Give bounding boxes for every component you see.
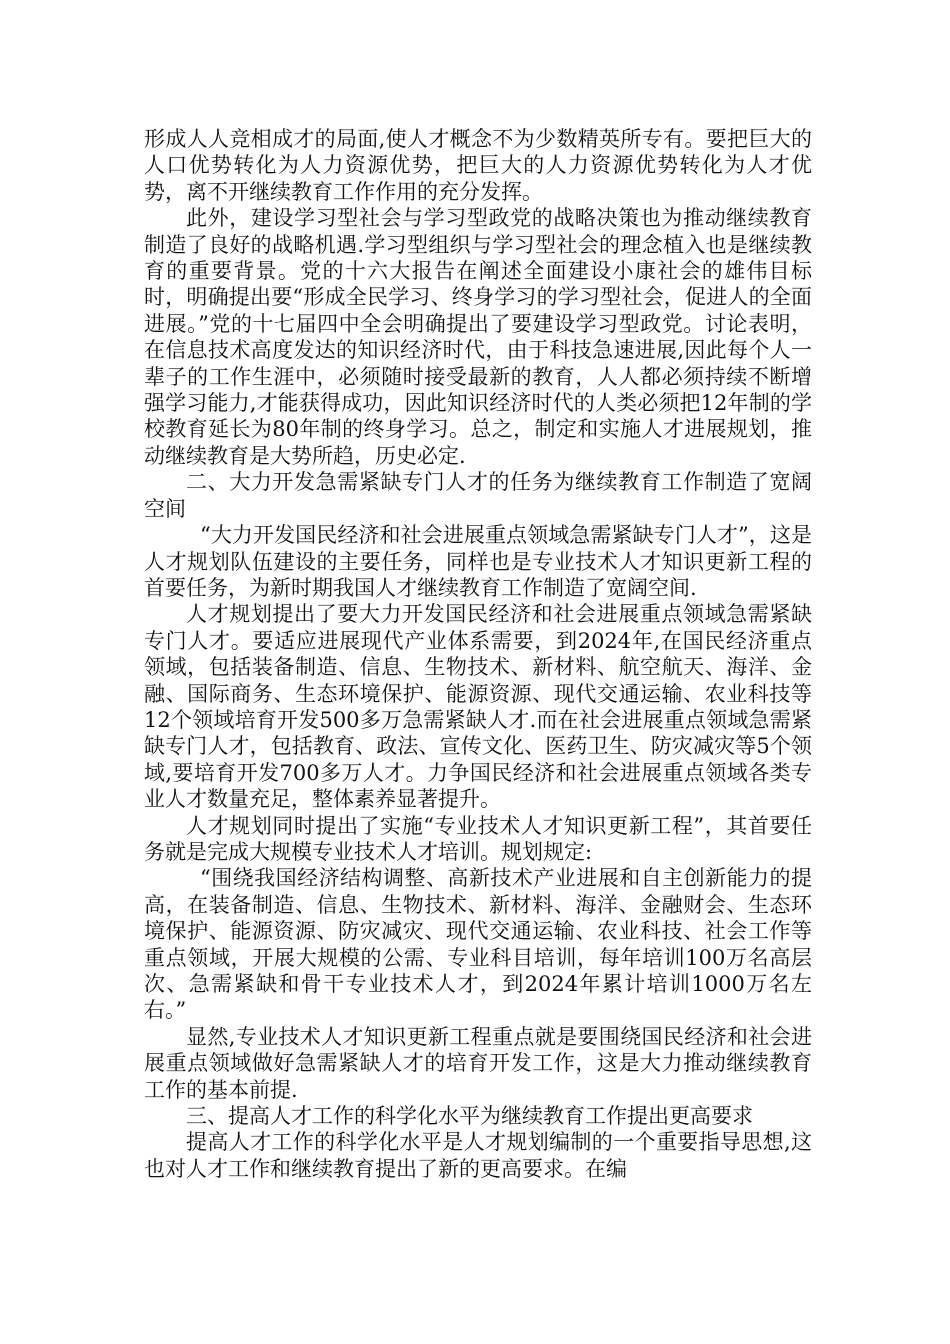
paragraph-learning-society: 此外，建设学习型社会与学习型政党的战略决策也为推动继续教育制造了良好的战略机遇.学习型组织与学习型社会的理念植入也是继续教育的重要背景。党的十六大报告在阐述全面建设小康社会的雄伟目标时，明确提出要“形成全民学习、终身学习的学习型社会，促进人的全面进展。”党的十七届四中全会明确提出了要建设学习型政党。讨论表明，在信息技术高度发达的知识经济时代，由于科技急速进展,因此每个人一辈子的工作生涯中，必须随时接受最新的教育，人人都必须持续不断增强学习能力,才能获得成功，因此知识经济时代的人类必须把12年制的学校教育延长为80年制的终身学习。总之，制定和实施人才进展规划，推动继续教育是大势所趋，历史必定. bbox=[144, 206, 812, 468]
paragraph-scientific-level: 提高人才工作的科学化水平是人才规划编制的一个重要指导思想,这也对人才工作和继续教育提出了新的更高要求。在编 bbox=[144, 1130, 812, 1181]
paragraph-knowledge-update: 人才规划同时提出了实施“专业技术人才知识更新工程”，其首要任务就是完成大规模专业技术人才培训。规划规定: bbox=[144, 813, 812, 864]
paragraph-talent-plan: 人才规划提出了要大力开发国民经济和社会进展重点领域急需紧缺专门人才。要适应进展现代产业体系需要，到2024年,在国民经济重点领域，包括装备制造、信息、生物技术、新材料、航空航天、海洋、金融、国际商务、生态环境保护、能源资源、现代交通运输、农业科技等12个领域培育开发500多万急需紧缺人才.而在社会进展重点领域急需紧缺专门人才，包括教育、政法、宣传文化、医药卫生、防灾减灾等5个领域,要培育开发700多万人才。力争国民经济和社会进展重点领域各类专业人才数量充足，整体素养显著提升。 bbox=[144, 602, 812, 812]
document-page bbox=[144, 126, 812, 1182]
section-heading-three: 三、提高人才工作的科学化水平为继续教育工作提出更高要求 bbox=[186, 1104, 753, 1129]
section-heading-two: 二、大力开发急需紧缺专门人才的任务为继续教育工作制造了宽阔空间 bbox=[144, 470, 812, 521]
paragraph-continuation: 形成人人竞相成才的局面,使人才概念不为少数精英所专有。要把巨大的人口优势转化为人力资源优势，把巨大的人力资源优势转化为人才优势，离不开继续教育工作作用的充分发挥。 bbox=[144, 127, 812, 204]
paragraph-quote-task: “大力开发国民经济和社会进展重点领域急需紧缺专门人才”，这是人才规划队伍建设的主要任务，同样也是专业技术人才知识更新工程的首要任务，为新时期我国人才继续教育工作制造了宽阔空间. bbox=[144, 523, 812, 600]
paragraph-premise: 显然,专业技术人才知识更新工程重点就是要围绕国民经济和社会进展重点领域做好急需紧缺人才的培育开发工作，这是大力推动继续教育工作的基本前提. bbox=[144, 1024, 812, 1102]
paragraph-plan-quote: “围绕我国经济结构调整、高新技术产业进展和自主创新能力的提高，在装备制造、信息、生物技术、新材料、海洋、金融财会、生态环境保护、能源资源、防灾减灾、现代交通运输、农业科技、社会工作等重点领域，开展大规模的公需、专业科目培训，每年培训100万名高层次、急需紧缺和骨干专业技术人才，到2024年累计培训1000万名左右。” bbox=[144, 866, 812, 1023]
